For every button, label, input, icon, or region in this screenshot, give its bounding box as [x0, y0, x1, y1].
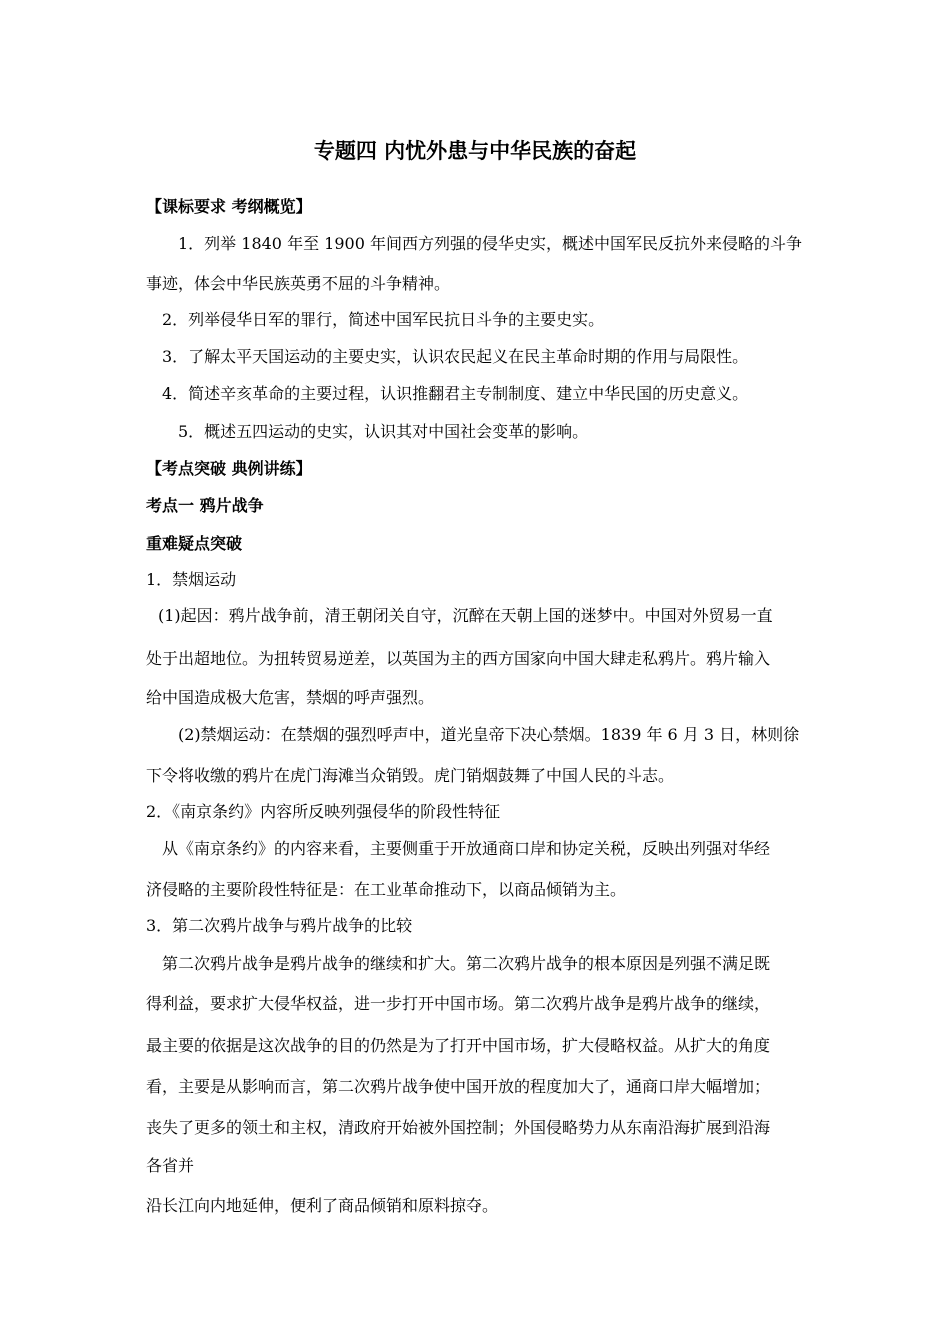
- point-1-para-2-line-2: 下令将收缴的鸦片在虎门海滩当众销毁。虎门销烟鼓舞了中国人民的斗志。: [146, 766, 675, 785]
- point-3-para-line-1: 第二次鸦片战争是鸦片战争的继续和扩大。第二次鸦片战争的根本原因是列强不满足既: [162, 954, 771, 973]
- exam-point-subheading: 重难疑点突破: [146, 534, 243, 553]
- point-3-para-line-2: 得利益，要求扩大侵华权益，进一步打开中国市场。第二次鸦片战争是鸦片战争的继续，: [146, 994, 771, 1013]
- point-3-para-line-3: 最主要的依据是这次战争的目的仍然是为了打开中国市场，扩大侵略权益。从扩大的角度: [146, 1036, 771, 1055]
- requirement-1-line-2: 事迹，体会中华民族英勇不屈的斗争精神。: [146, 274, 451, 293]
- point-3-para-line-4: 看，主要是从影响而言，第二次鸦片战争使中国开放的程度加大了，通商口岸大幅增加；: [146, 1077, 771, 1096]
- point-1-para-1-line-3: 给中国造成极大危害，禁烟的呼声强烈。: [146, 688, 435, 707]
- point-1-para-1-line-2: 处于出超地位。为扭转贸易逆差，以英国为主的西方国家向中国大肆走私鸦片。鸦片输入: [146, 649, 771, 668]
- point-3-para-line-7: 沿长江向内地延伸，便利了商品倾销和原料掠夺。: [146, 1196, 499, 1215]
- point-1-para-1-line-1: (1)起因：鸦片战争前，清王朝闭关自守，沉醉在天朝上国的迷梦中。中国对外贸易一直: [158, 606, 773, 625]
- point-1-heading: 1．禁烟运动: [146, 570, 237, 589]
- requirement-5: 5．概述五四运动的史实，认识其对中国社会变革的影响。: [178, 422, 589, 441]
- section-heading-exam-points: 【考点突破 典例讲练】: [146, 459, 312, 478]
- section-heading-curriculum: 【课标要求 考纲概览】: [146, 197, 312, 216]
- document-title: 专题四 内忧外患与中华民族的奋起: [313, 138, 637, 163]
- requirement-2: 2．列举侵华日军的罪行，简述中国军民抗日斗争的主要史实。: [162, 310, 605, 329]
- point-3-para-line-5: 丧失了更多的领土和主权，清政府开始被外国控制；外国侵略势力从东南沿海扩展到沿海: [146, 1118, 771, 1137]
- point-2-heading: 2．《南京条约》内容所反映列强侵华的阶段性特征: [146, 802, 501, 821]
- requirement-4: 4．简述辛亥革命的主要过程，认识推翻君主专制制度、建立中华民国的历史意义。: [162, 384, 749, 403]
- exam-point-heading: 考点一 鸦片战争: [146, 496, 264, 515]
- point-3-para-line-6: 各省并: [146, 1156, 195, 1175]
- requirement-3: 3．了解太平天国运动的主要史实，认识农民起义在民主革命时期的作用与局限性。: [162, 347, 749, 366]
- point-1-para-2-line-1: (2)禁烟运动：在禁烟的强烈呼声中，道光皇帝下决心禁烟。1839 年 6 月 3 日，林则徐: [178, 725, 800, 744]
- point-2-para-line-1: 从《南京条约》的内容来看，主要侧重于开放通商口岸和协定关税，反映出列强对华经: [162, 839, 771, 858]
- requirement-1-line-1: 1．列举 1840 年至 1900 年间西方列强的侵华史实，概述中国军民反抗外来侵略的斗争: [178, 234, 802, 253]
- point-3-heading: 3．第二次鸦片战争与鸦片战争的比较: [146, 916, 413, 935]
- point-2-para-line-2: 济侵略的主要阶段性特征是：在工业革命推动下，以商品倾销为主。: [146, 880, 627, 899]
